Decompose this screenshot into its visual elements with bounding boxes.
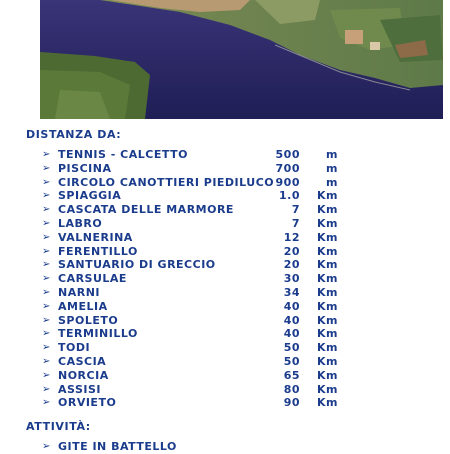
bullet-arrow-icon: ➢: [42, 231, 51, 243]
bullet-arrow-icon: ➢: [42, 441, 51, 452]
distance-value: 900: [275, 175, 300, 189]
activity-label: GITE IN BATTELLO: [58, 440, 177, 453]
distance-unit: m: [326, 161, 338, 175]
bullet-arrow-icon: ➢: [42, 273, 51, 285]
distance-row: [0, 341, 450, 355]
distance-value: 40: [283, 299, 300, 313]
destination-name: LABRO: [58, 216, 103, 230]
distance-row: [0, 396, 450, 410]
distance-unit: Km: [317, 396, 338, 410]
distance-value: 7: [291, 203, 300, 217]
bullet-arrow-icon: ➢: [42, 149, 51, 160]
bullet-arrow-icon: ➢: [42, 369, 51, 381]
distance-value: 20: [283, 244, 300, 258]
distance-row: [0, 272, 450, 286]
bullet-arrow-icon: ➢: [42, 355, 51, 367]
distance-unit: Km: [317, 230, 338, 244]
distance-row: [0, 286, 450, 300]
distance-unit: Km: [317, 203, 338, 217]
distance-value: 90: [283, 396, 300, 410]
distances-list: [0, 148, 450, 410]
bullet-arrow-icon: ➢: [42, 190, 51, 202]
distance-unit: Km: [317, 216, 338, 230]
distance-row: [0, 355, 450, 369]
distance-unit: Km: [317, 189, 338, 203]
bullet-arrow-icon: ➢: [42, 176, 51, 188]
bullet-arrow-icon: ➢: [42, 383, 51, 395]
distance-unit: Km: [317, 299, 338, 313]
destination-name: ORVIETO: [58, 396, 117, 410]
destination-name: NORCIA: [58, 368, 109, 382]
distance-value: 12: [283, 230, 300, 244]
distance-value: 700: [275, 161, 300, 175]
distance-row: [0, 231, 450, 245]
distance-unit: Km: [317, 368, 338, 382]
destination-name: VALNERINA: [58, 230, 133, 244]
destination-name: TERMINILLO: [58, 327, 138, 341]
distance-unit: Km: [317, 327, 338, 341]
destination-name: CIRCOLO CANOTTIERI PIEDILUCO: [58, 175, 275, 189]
aerial-lake-photo: [40, 0, 443, 119]
distance-value: 1.0: [279, 189, 300, 203]
distance-value: 500: [275, 148, 300, 161]
distance-value: 50: [283, 354, 300, 368]
distance-row: [0, 327, 450, 341]
distance-value: 40: [283, 327, 300, 341]
distance-unit: Km: [317, 258, 338, 272]
distance-unit: Km: [317, 244, 338, 258]
bullet-arrow-icon: ➢: [42, 314, 51, 326]
bullet-arrow-icon: ➢: [42, 286, 51, 298]
distance-row: [0, 245, 450, 259]
distances-heading: DISTANZA DA:: [26, 128, 122, 141]
distance-unit: Km: [317, 313, 338, 327]
destination-name: NARNI: [58, 285, 100, 299]
bullet-arrow-icon: ➢: [42, 259, 51, 271]
distance-row: [0, 217, 450, 231]
distance-row: [0, 148, 450, 162]
destination-name: CASCATA DELLE MARMORE: [58, 203, 234, 217]
distance-row: [0, 369, 450, 383]
destination-name: SPOLETO: [58, 313, 119, 327]
bullet-arrow-icon: ➢: [42, 204, 51, 216]
bullet-arrow-icon: ➢: [42, 245, 51, 257]
distance-unit: m: [326, 175, 338, 189]
distance-row: [0, 162, 450, 176]
distance-value: 7: [291, 216, 300, 230]
destination-name: CARSULAE: [58, 272, 127, 286]
distance-value: 30: [283, 272, 300, 286]
bullet-arrow-icon: ➢: [42, 300, 51, 312]
activity-row: [0, 440, 450, 454]
distance-value: 20: [283, 258, 300, 272]
destination-name: CASCIA: [58, 354, 107, 368]
distance-value: 80: [283, 382, 300, 396]
distance-unit: Km: [317, 382, 338, 396]
destination-name: SPIAGGIA: [58, 189, 122, 203]
bullet-arrow-icon: ➢: [42, 217, 51, 229]
destination-name: AMELIA: [58, 299, 108, 313]
distance-row: [0, 176, 450, 190]
destination-name: SANTUARIO DI GRECCIO: [58, 258, 216, 272]
distance-unit: Km: [317, 354, 338, 368]
distance-unit: Km: [317, 285, 338, 299]
distance-unit: Km: [317, 272, 338, 286]
activities-heading: ATTIVITÀ:: [26, 420, 91, 433]
distance-value: 40: [283, 313, 300, 327]
destination-name: FERENTILLO: [58, 244, 138, 258]
distance-row: [0, 203, 450, 217]
distance-unit: Km: [317, 341, 338, 355]
distance-row: [0, 300, 450, 314]
distance-row: [0, 258, 450, 272]
activities-list: [0, 440, 450, 454]
distance-value: 65: [283, 368, 300, 382]
distance-value: 50: [283, 341, 300, 355]
destination-name: TENNIS - CALCETTO: [58, 148, 188, 161]
distance-unit: m: [326, 148, 338, 161]
bullet-arrow-icon: ➢: [42, 162, 51, 174]
bullet-arrow-icon: ➢: [42, 328, 51, 340]
distance-row: [0, 383, 450, 397]
destination-name: ASSISI: [58, 382, 101, 396]
destination-name: TODI: [58, 341, 91, 355]
distance-value: 34: [283, 285, 300, 299]
bullet-arrow-icon: ➢: [42, 397, 51, 409]
distance-row: [0, 189, 450, 203]
destination-name: PISCINA: [58, 161, 112, 175]
bullet-arrow-icon: ➢: [42, 342, 51, 354]
distance-row: [0, 314, 450, 328]
